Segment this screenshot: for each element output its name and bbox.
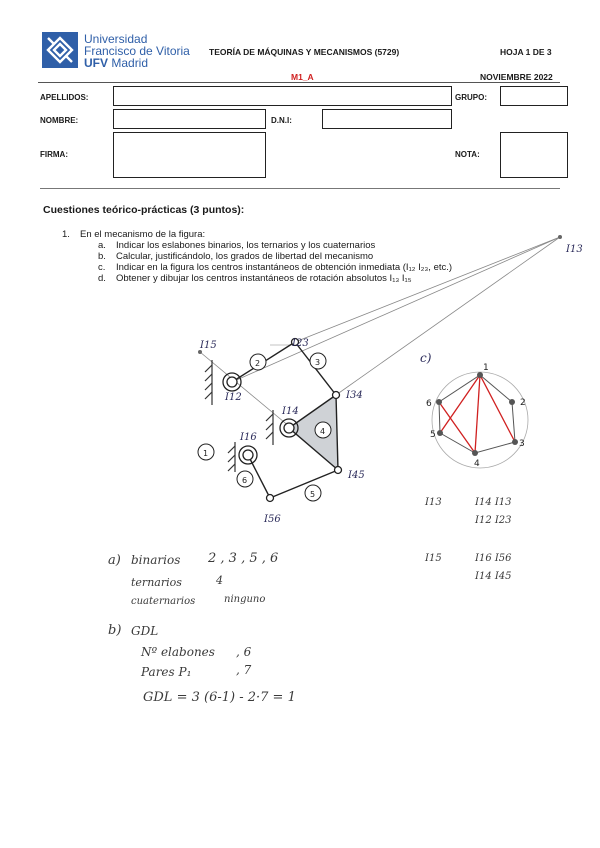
question-text: En el mecanismo de la figura: [80, 229, 206, 240]
item-c-letter: c. [98, 262, 106, 273]
university-line-3-bold: UFV [84, 56, 108, 70]
construction-lines [200, 237, 560, 427]
binarios-value: 2 , 3 , 5 , 6 [208, 551, 279, 566]
part-c-label: c) [420, 351, 432, 365]
item-d-letter: d. [98, 273, 106, 284]
ic-label-i23: I23 [292, 338, 309, 349]
university-line-1: Universidad [84, 32, 148, 46]
nota-label: NOTA: [455, 150, 480, 159]
section-title: Cuestiones teórico-prácticas (3 puntos): [43, 204, 245, 216]
item-d-text: Obtener y dibujar los centros instantáneos de rotación absolutos I₁₃ I₁₅ [116, 273, 412, 284]
cuaternarios-label: cuaternarios [131, 596, 196, 607]
ic-label-i14: I14 [282, 406, 299, 417]
poly-node-5: 5 [430, 430, 436, 440]
nombre-label: NOMBRE: [40, 116, 79, 125]
cuaternarios-value: ninguno [224, 594, 266, 605]
ic-label-i15: I15 [200, 340, 217, 351]
ternarios-label: ternarios [131, 576, 182, 589]
item-c-text: Indicar en la figura los centros instantáneos de obtención inmediata (I₁₂ I₂₃, etc.) [116, 262, 453, 273]
answer-a-label: a) [108, 553, 121, 568]
n-elabones-value: , 6 [236, 645, 252, 659]
ic-label-i56: I56 [264, 514, 281, 525]
item-a-letter: a. [98, 240, 106, 251]
item-a-text: Indicar los eslabones binarios, los ternarios y los cuaternarios [116, 240, 376, 251]
ic-label-i16: I16 [240, 432, 257, 443]
sheet-number: HOJA 1 DE 3 [500, 47, 552, 57]
poly-node-4: 4 [474, 459, 480, 469]
item-b-text: Calcular, justificándolo, los grados de libertad del mecanismo [116, 251, 374, 262]
relation-1-bottom: I12 I23 [475, 515, 512, 526]
link-label-4: 4 [320, 427, 326, 436]
link-label-3: 3 [315, 358, 321, 367]
link-label-1: 1 [203, 449, 209, 458]
link-label-5: 5 [310, 490, 316, 499]
exam-model: M1_A [291, 72, 314, 82]
poly-node-1: 1 [483, 363, 489, 373]
university-line-3: Madrid [111, 56, 149, 70]
relation-2-bottom: I14 I45 [475, 571, 512, 582]
grupo-label: GRUPO: [455, 93, 487, 102]
gdl-formula: GDL = 3 (6-1) - 2·7 = 1 [143, 690, 296, 705]
poly-node-6: 6 [426, 399, 432, 409]
ic-label-i12: I12 [225, 392, 242, 403]
ic-label-i34: I34 [346, 390, 363, 401]
answer-b-title: GDL [131, 624, 159, 638]
pares-label: Pares P₁ [141, 665, 192, 679]
ic-label-i45: I45 [348, 470, 365, 481]
ternarios-value: 4 [216, 574, 223, 587]
ic-polygon [432, 372, 528, 468]
binarios-label: binarios [131, 553, 181, 567]
exam-date: NOVIEMBRE 2022 [480, 72, 553, 82]
relation-2-left: I15 [425, 553, 442, 564]
poly-node-3: 3 [519, 439, 525, 449]
link-label-6: 6 [242, 476, 248, 485]
relation-2-top: I16 I56 [475, 553, 512, 564]
university-line-2: Francisco de Vitoria [84, 44, 190, 58]
course-title: TEORÍA DE MÁQUINAS Y MECANISMOS (5729) [209, 47, 400, 57]
question-number: 1. [62, 229, 70, 240]
relation-1-top: I14 I13 [475, 497, 512, 508]
dni-label: D.N.I: [271, 116, 292, 125]
apellidos-label: APELLIDOS: [40, 93, 89, 102]
firma-label: FIRMA: [40, 150, 68, 159]
answer-b-label: b) [108, 623, 122, 638]
link-label-2: 2 [255, 359, 261, 368]
pares-value: , 7 [236, 663, 252, 677]
item-b-letter: b. [98, 251, 106, 262]
ic-label-i13: I13 [566, 244, 583, 255]
poly-node-2: 2 [520, 398, 526, 408]
relation-1-left: I13 [425, 497, 442, 508]
n-elabones-label: Nº elabones [141, 645, 215, 659]
